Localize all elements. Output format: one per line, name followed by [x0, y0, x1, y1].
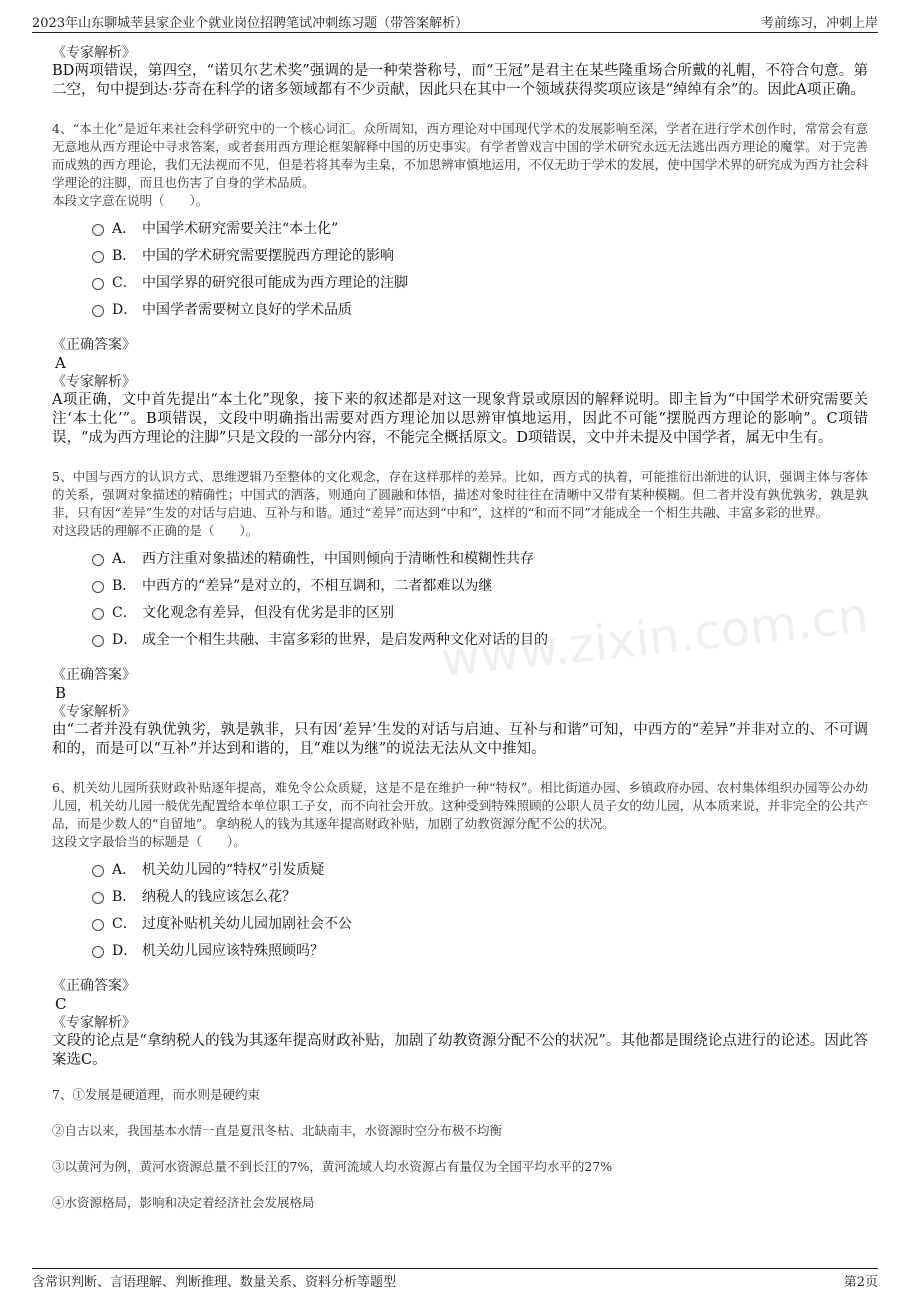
correct-answer: B [55, 684, 67, 702]
sentence-1: 7、①发展是硬道理，而水则是硬约束 [52, 1087, 260, 1102]
question-7 [52, 1086, 868, 1212]
option-a[interactable] [92, 855, 868, 882]
option-c[interactable] [92, 598, 868, 625]
option-letter: A． [112, 550, 137, 567]
footer-divider [32, 1268, 878, 1269]
correct-answer: C [55, 995, 67, 1013]
radio-icon[interactable] [92, 865, 104, 877]
radio-icon[interactable] [92, 581, 104, 593]
option-text: 纳税人的钱应该怎么花？ [142, 888, 296, 905]
option-letter: A． [112, 861, 137, 878]
footer-note: 含常识判断、言语理解、判断推理、数量关系、资料分析等题型 [32, 1275, 397, 1290]
prev-analysis-block [52, 44, 868, 100]
option-text: 中国学术研究需要关注“本土化” [142, 220, 339, 237]
analysis-label: 《专家解析》 [52, 1015, 136, 1031]
radio-icon[interactable] [92, 892, 104, 904]
analysis-text: BD两项错误，第四空，“诺贝尔艺术奖”强调的是一种荣誉称号，而“王冠”是君主在某些隆重场合所戴的礼帽，不符合句意。第二空，句中提到达·芬奇在科学的诸多领域都有不少贡献，因此只在其中一个领域获得奖项应该是“绰绰有余”的。因此A项正确。 [52, 63, 868, 98]
radio-icon[interactable] [92, 554, 104, 566]
option-letter: B． [112, 888, 137, 905]
question-stem: 4、“本土化”是近年来社会科学研究中的一个核心词汇。众所周知，西方理论对中国现代学术的发展影响至深，学者在进行学术创作时，常常会有意无意地从西方理论中寻求答案，或者套用西方理论框架解释中国的历史事实。有学者曾戏言中国的学术研究永远无法逃出西方理论的魔掌。对于完善而成熟的西方理论，我们无法视而不见，但是若将其奉为圭臬，不加思辨审慎地运用，不仅无助于学术的发展，使中国学术界的研究成为西方社会科学理论的注脚，而且也伤害了自身的学术品质。 [52, 121, 868, 190]
page-number: 第2页 [843, 1275, 878, 1290]
question-stem: 6、机关幼儿园所获财政补贴逐年提高，难免令公众质疑，这是不是在维护一种“特权”。相比街道办园、乡镇政府办园、农村集体组织办园等公办幼儿园，机关幼儿园一般优先配置给本单位职工子女，而不向社会开放。这种受到特殊照顾的公职人员子女的幼儿园，从本质来说，并非完全的公共产品，而是少数人的“自留地”。拿纳税人的钱为其逐年提高财政补贴，加剧了幼教资源分配不公的状况。 [52, 780, 868, 831]
question-prompt: 这段文字最恰当的标题是（ ）。 [52, 834, 246, 849]
option-c[interactable] [92, 909, 868, 936]
radio-icon[interactable] [92, 946, 104, 958]
option-letter: D． [112, 301, 138, 318]
question-prompt: 对这段话的理解不正确的是（ ）。 [52, 523, 259, 538]
question-4 [52, 120, 868, 448]
question-stem: 5、中国与西方的认识方式、思维逻辑乃至整体的文化观念，存在这样那样的差异。比如，西方式的执着，可能推衍出渐进的认识，强调主体与客体的关系，强调对象描述的精确性；中国式的洒落，则通向了圆融和体悟，描述对象时往往在清晰中又带有某种模糊。但二者并没有孰优孰劣，孰是孰非，只有因“差异”生发的对话与启迪、互补与和谐。通过“差异”而达到“中和”，这样的“和而不同”才能成全一个相生共融、丰富多彩的世界。 [52, 469, 868, 520]
option-letter: B． [112, 247, 137, 264]
option-text: 机关幼儿园应该特殊照顾吗？ [142, 942, 324, 959]
answer-label: 《正确答案》 [52, 978, 136, 994]
radio-icon[interactable] [92, 278, 104, 290]
option-letter: D． [112, 631, 138, 648]
radio-icon[interactable] [92, 224, 104, 236]
option-letter: C． [112, 604, 137, 621]
radio-icon[interactable] [92, 608, 104, 620]
option-b[interactable] [92, 571, 868, 598]
option-d[interactable] [92, 295, 868, 322]
option-a[interactable] [92, 544, 868, 571]
answer-section [52, 666, 868, 759]
option-letter: B． [112, 577, 137, 594]
question-6 [52, 779, 868, 1070]
analysis-text: A项正确，文中首先提出“本土化”现象，接下来的叙述都是对这一现象背景或原因的解释说明。即主旨为“中国学术研究需要关注‘本土化’”。B项错误，文段中明确指出需要对西方理论加以思辨审慎地运用，因此不可能“摆脱西方理论的影响”。C项错误，“成为西方理论的注脚”只是文段的一部分内容，不能完全概括原文。D项错误，文中并未提及中国学者，属无中生有。 [52, 392, 868, 446]
header-divider [32, 32, 878, 33]
sentence-2: ②自古以来，我国基本水情一直是夏汛冬枯、北缺南丰，水资源时空分布极不均衡 [52, 1123, 503, 1138]
question-5 [52, 468, 868, 759]
option-text: 中国学界的研究很可能成为西方理论的注脚 [142, 274, 408, 291]
option-text: 中国学者需要树立良好的学术品质 [142, 301, 352, 318]
option-letter: C． [112, 915, 137, 932]
analysis-text: 由“二者并没有孰优孰劣，孰是孰非，只有因‘差异’生发的对话与启迪、互补与和谐”可知，中西方的“差异”并非对立的、不可调和的，而是可以“互补”并达到和谐的，且“难以为继”的说法无法从文中推知。 [52, 722, 868, 757]
correct-answer: A [55, 354, 66, 372]
sentence-3: ③以黄河为例，黄河水资源总量不到长江的7%，黄河流域人均水资源占有量仅为全国平均水平的27% [52, 1159, 613, 1174]
answer-section [52, 336, 868, 448]
option-text: 成全一个相生共融、丰富多彩的世界，是启发两种文化对话的目的 [142, 631, 548, 648]
option-text: 机关幼儿园的“特权”引发质疑 [142, 861, 325, 878]
option-text: 中国的学术研究需要摆脱西方理论的影响 [142, 247, 394, 264]
option-text: 西方注重对象描述的精确性，中国则倾向于清晰性和模糊性共存 [142, 550, 534, 567]
radio-icon[interactable] [92, 919, 104, 931]
question-prompt: 本段文字意在说明（ ）。 [52, 193, 209, 208]
radio-icon[interactable] [92, 251, 104, 263]
answer-section [52, 977, 868, 1070]
radio-icon[interactable] [92, 305, 104, 317]
option-text: 过度补贴机关幼儿园加剧社会不公 [142, 915, 352, 932]
answer-label: 《正确答案》 [52, 337, 136, 353]
page-content [52, 44, 868, 1230]
analysis-label: 《专家解析》 [52, 45, 136, 61]
option-text: 文化观念有差异，但没有优劣是非的区别 [142, 604, 394, 621]
header-title: 2023年山东聊城莘县家企业个就业岗位招聘笔试冲刺练习题（带答案解析） [32, 16, 469, 31]
analysis-label: 《专家解析》 [52, 704, 136, 720]
sentence-4: ④水资源格局，影响和决定着经济社会发展格局 [52, 1195, 315, 1210]
header-slogan: 考前练习，冲刺上岸 [760, 16, 878, 31]
options-list [52, 214, 868, 322]
option-b[interactable] [92, 882, 868, 909]
watermark: www.zixin.com.cn [438, 587, 871, 689]
options-list [52, 544, 868, 652]
option-text: 中西方的“差异”是对立的，不相互调和，二者都难以为继 [142, 577, 493, 594]
analysis-text: 文段的论点是“拿纳税人的钱为其逐年提高财政补贴，加剧了幼教资源分配不公的状况”。其他都是围绕论点进行的论述。因此答案选C。 [52, 1033, 868, 1068]
option-letter: D． [112, 942, 138, 959]
answer-label: 《正确答案》 [52, 667, 136, 683]
option-d[interactable] [92, 625, 868, 652]
option-d[interactable] [92, 936, 868, 963]
option-letter: A． [112, 220, 137, 237]
radio-icon[interactable] [92, 635, 104, 647]
option-a[interactable] [92, 214, 868, 241]
analysis-label: 《专家解析》 [52, 374, 136, 390]
option-c[interactable] [92, 268, 868, 295]
options-list [52, 855, 868, 963]
page-header [0, 0, 920, 36]
option-b[interactable] [92, 241, 868, 268]
option-letter: C． [112, 274, 137, 291]
